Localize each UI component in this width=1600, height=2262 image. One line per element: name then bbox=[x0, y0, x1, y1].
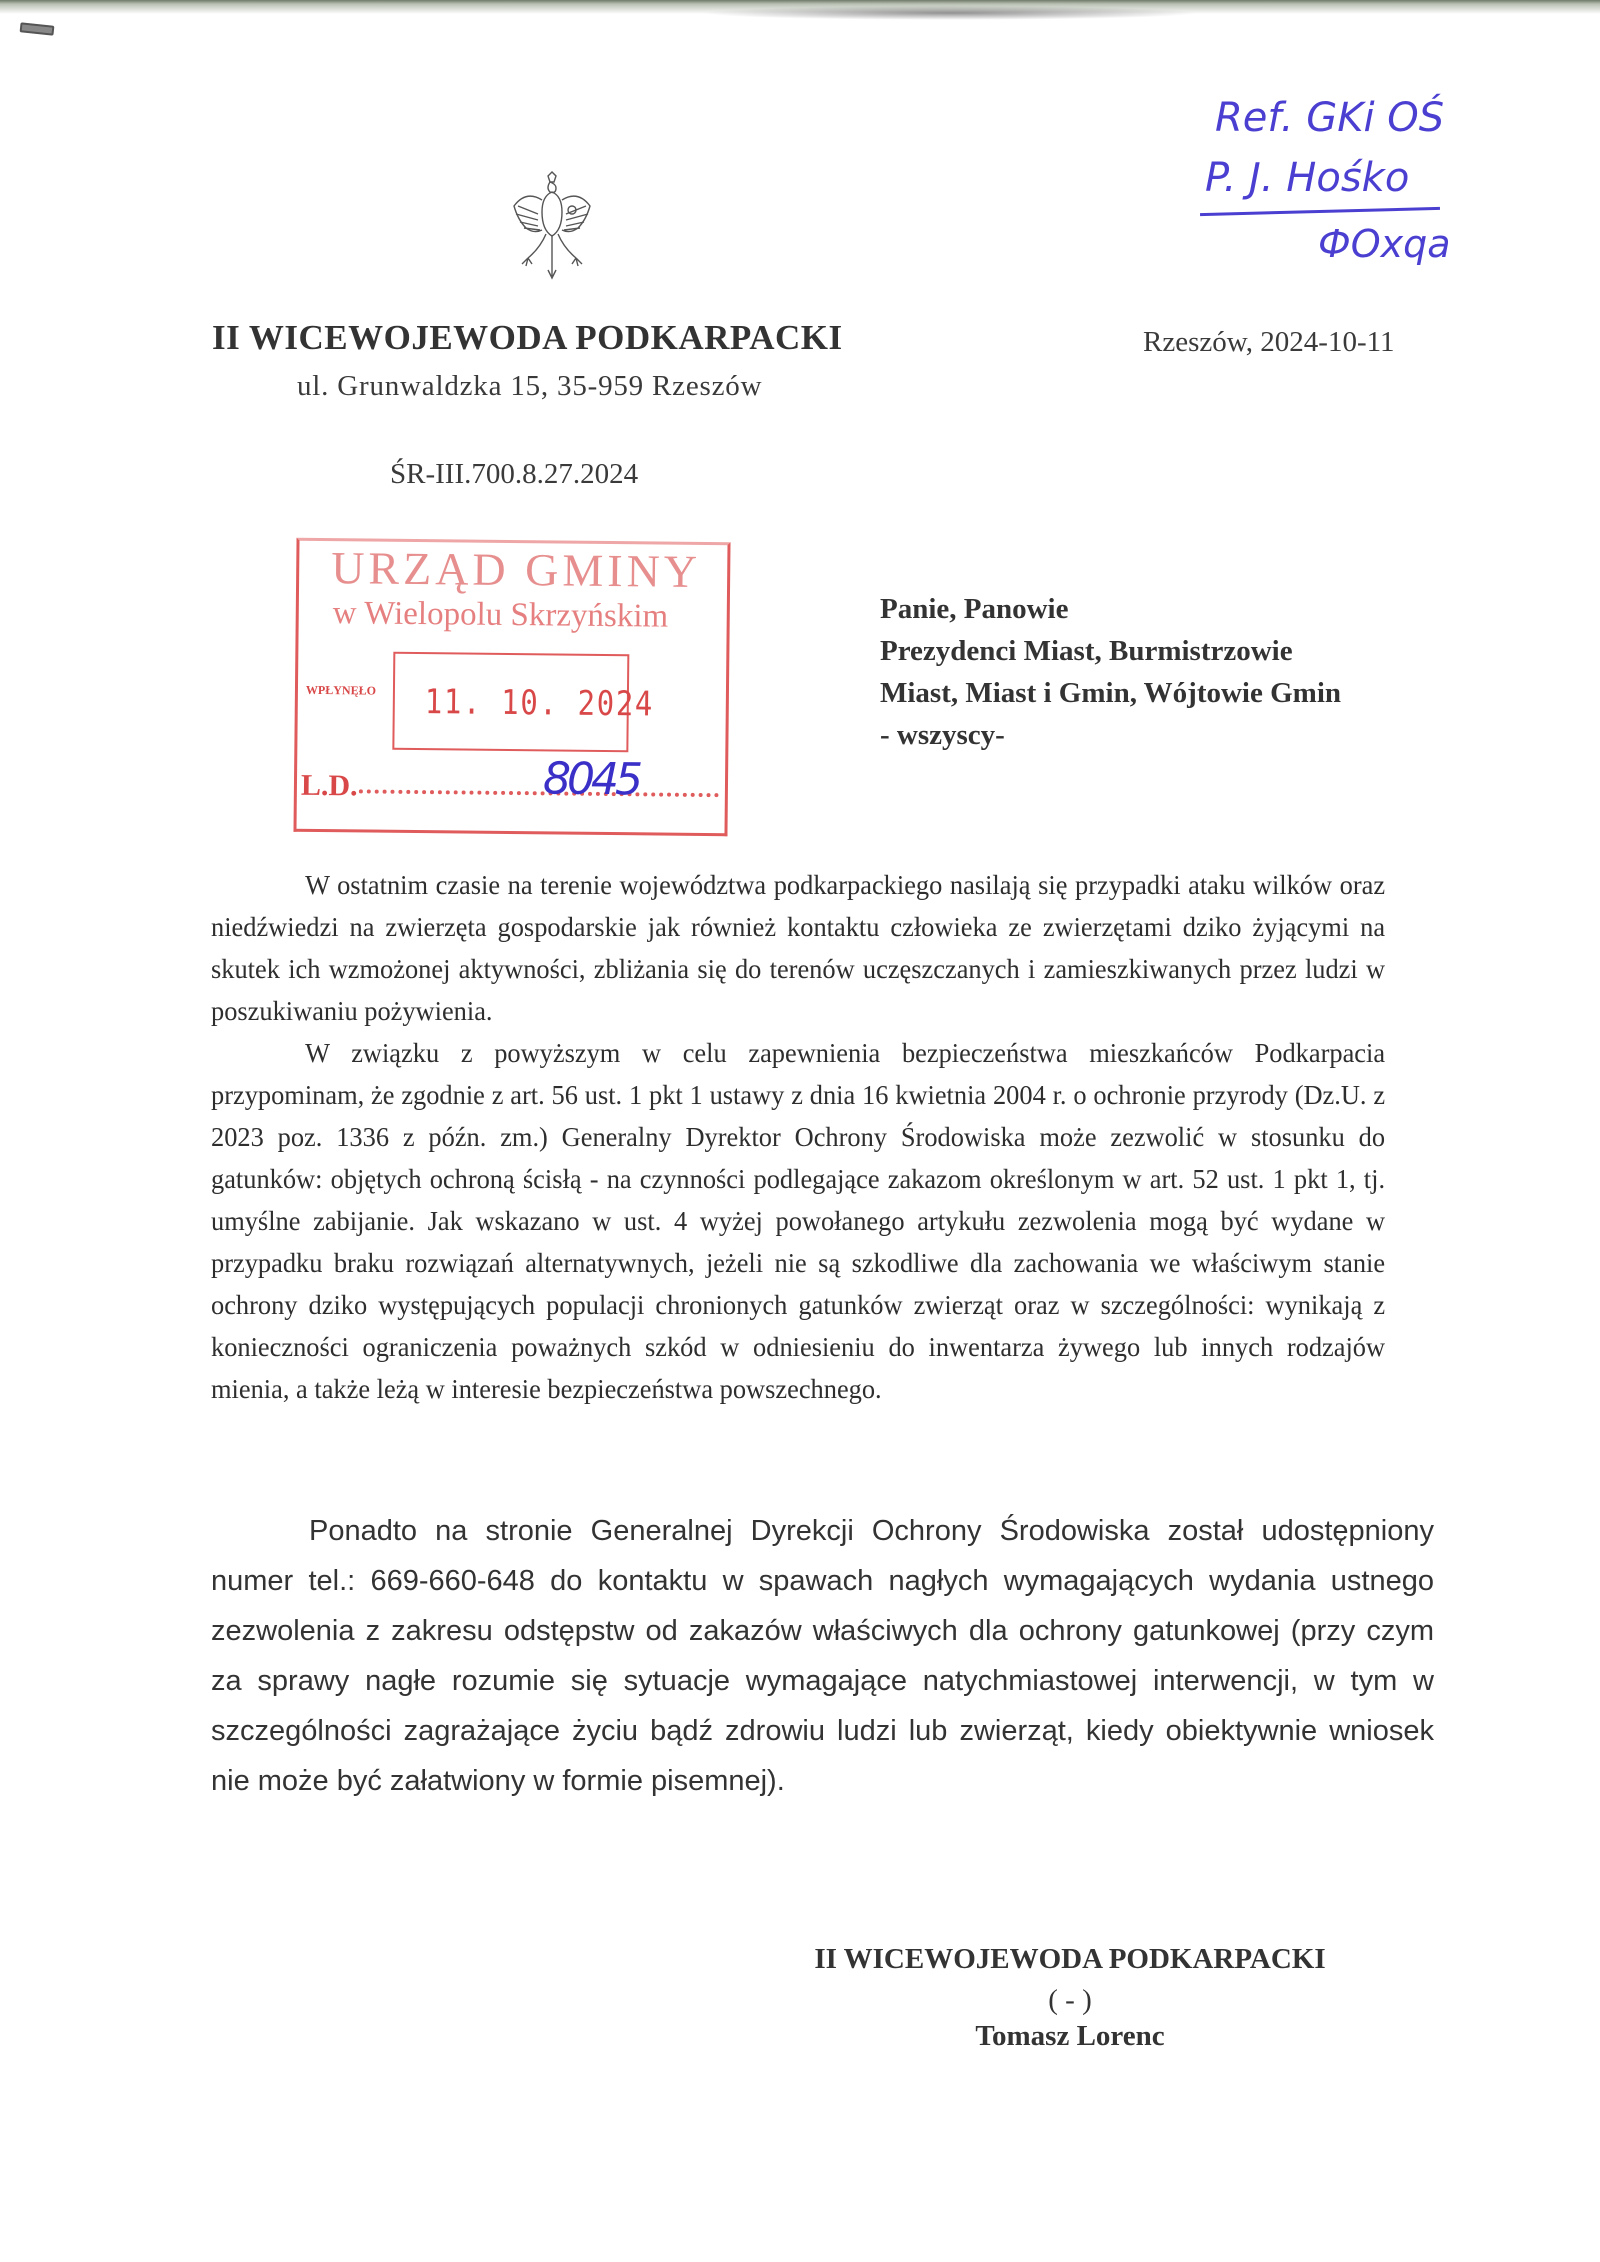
scan-shadow bbox=[700, 6, 1200, 20]
stamp-ld-number: 8045 bbox=[542, 753, 640, 806]
stamp-dotted-line bbox=[359, 789, 719, 797]
place-date: Rzeszów, 2024-10-11 bbox=[1143, 326, 1395, 358]
stamp-date-box bbox=[392, 652, 655, 752]
signature-mark: ( - ) bbox=[1048, 1984, 1092, 2016]
stamp-ld-label: L.D. bbox=[300, 768, 358, 803]
body-paragraph-2: W związku z powyższym w celu zapewnienia bezpieczeństwa mieszkańców Podkarpacia przypominam, że zgodnie z art. 56 ust. 1 pkt 1 ustawy z dnia 16 kwietnia 2004 r. o ochronie przyrody (Dz.U. z 2023 poz. 1336 z późn. zm.) Generalny Dyrektor Ochrony Środowiska może zezwolić w stosunku do gatunków: objętych ochroną ścisłą - na czynności podlegające zakazom określonym w art. 52 ust. 1 pkt 1, tj. umyślne zabijanie. Jak wskazano w ust. 4 wyżej powołanego artykułu zezwolenia mogą być wydane w przypadku braku rozwiązań alternatywnych, jeżeli nie są szkodliwe dla zachowania we właściwym stanie ochrony dziko występujących populacji chronionych gatunków zwierząt oraz w szczególności: wynikają z konieczności ograniczenia poważnych szkód w odniesieniu do inwentarza żywego lub innych rodzajów mienia, a także leżą w interesie bezpieczeństwa powszechnego. bbox=[211, 1037, 1386, 1404]
recipients-block bbox=[880, 588, 1341, 756]
recipient-line-1: Panie, Panowie bbox=[880, 593, 1069, 625]
body-sans bbox=[211, 1506, 1434, 1806]
body-paragraph-3: Ponadto na stronie Generalnej Dyrekcji Ochrony Środowiska został udostępniony numer tel.: 669-660-648 do kontaktu w spawach nagłych wymagających wydania ustnego zezwolenia z zakresu odstępstw od zakazów właściwych dla ochrony gatunkowej (przy czym za sprawy nagłe rozumie się sytuacje wymagające natychmiastowej interwencji, w tym w szczególności zagrażające życiu bądź zdrowiu ludzi lub zwierząt, kiedy obiektywnie wniosek nie może być załatwiony w formie pisemnej). bbox=[211, 1515, 1434, 1797]
handwritten-line-3: ФOxqa bbox=[1318, 222, 1451, 266]
receipt-stamp bbox=[293, 538, 730, 837]
polish-eagle-emblem-icon bbox=[510, 170, 594, 285]
handwritten-underline bbox=[1200, 207, 1440, 216]
signature-title: II WICEWOJEWODA PODKARPACKI bbox=[814, 1943, 1326, 1975]
stamp-office-line-2: w Wielopolu Skrzyńskim bbox=[332, 595, 669, 635]
handwritten-line-1: Ref. GKi OŚ bbox=[1215, 95, 1445, 141]
handwritten-line-2: P. J. Hośko bbox=[1205, 155, 1410, 201]
stamp-office-line-1: URZĄD GMINY bbox=[330, 542, 702, 597]
staple-mark bbox=[20, 22, 55, 35]
sender-address: ul. Grunwaldzka 15, 35-959 Rzeszów bbox=[297, 370, 763, 402]
signature-name: Tomasz Lorenc bbox=[975, 2020, 1165, 2052]
body-serif bbox=[211, 864, 1385, 1410]
recipient-line-3: Miast, Miast i Gmin, Wójtowie Gmin bbox=[880, 677, 1342, 709]
stamp-received-date: 11. 10. 2024 bbox=[424, 682, 655, 725]
recipient-line-4: - wszyscy- bbox=[880, 719, 1005, 751]
reference-number: ŚR-III.700.8.27.2024 bbox=[390, 458, 639, 490]
sender-title: II WICEWOJEWODA PODKARPACKI bbox=[212, 318, 843, 357]
stamp-received-label: WPŁYNĘŁO bbox=[305, 682, 377, 698]
body-paragraph-1: W ostatnim czasie na terenie województwa podkarpackiego nasilają się przypadki ataku wilków oraz niedźwiedzi na zwierzęta gospodarskie jak również kontaktu człowieka ze zwierzętami dziko żyjącymi na skutek ich wzmożonej aktywności, zbliżania się do terenów uczęszczanych i zamieszkiwanych przez ludzi w poszukiwaniu pożywienia. bbox=[211, 869, 1386, 1026]
recipient-line-2: Prezydenci Miast, Burmistrzowie bbox=[880, 635, 1293, 667]
